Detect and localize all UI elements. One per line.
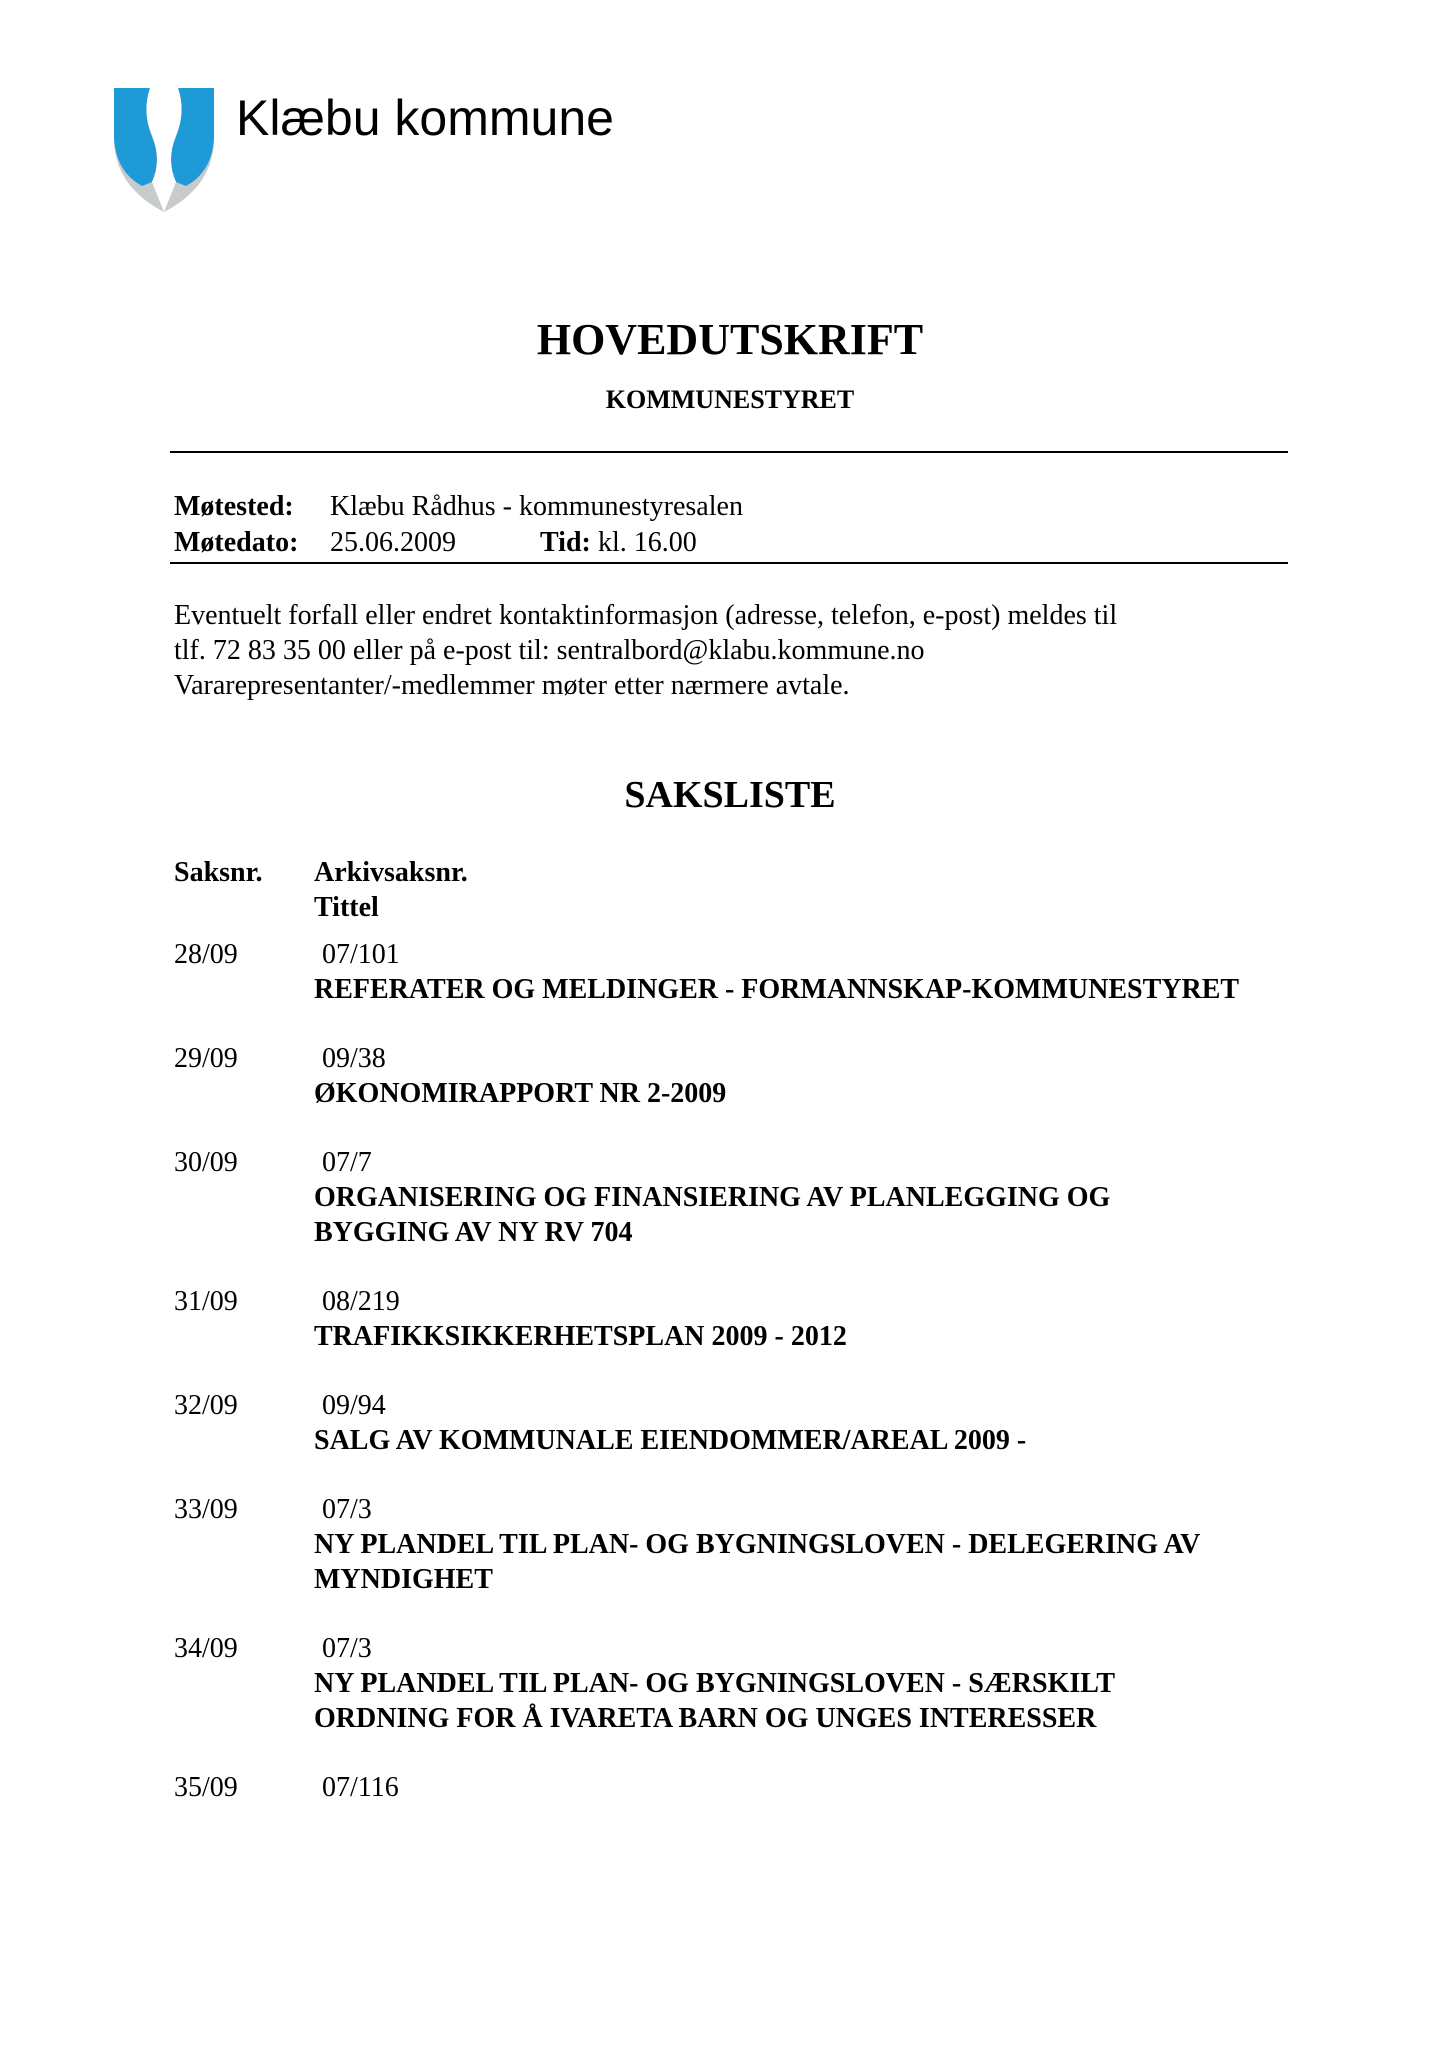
agenda-case-number: 29/09 (174, 1043, 238, 1074)
agenda-item (174, 1770, 1294, 1805)
agenda-case-number: 31/09 (174, 1286, 238, 1317)
agenda-item-title: ØKONOMIRAPPORT NR 2-2009 (314, 1078, 727, 1109)
document-subtitle: KOMMUNESTYRET (605, 385, 855, 414)
agenda-item (174, 1145, 1294, 1250)
agenda-archive-number: 09/38 (322, 1043, 386, 1074)
agenda-list (174, 937, 1294, 1839)
meeting-date-label: Møtedato: (174, 527, 299, 558)
agenda-case-number: 30/09 (174, 1147, 238, 1178)
notice-line: Eventuelt forfall eller endret kontaktinformasjon (adresse, telefon, e-post) meldes til (174, 600, 1118, 631)
agenda-item-title: TRAFIKKSIKKERHETSPLAN 2009 - 2012 (314, 1321, 847, 1352)
agenda-case-number: 34/09 (174, 1633, 238, 1664)
agenda-item-body (314, 937, 1294, 1007)
agenda-item-body (314, 1284, 1294, 1354)
agenda-item (174, 1388, 1294, 1458)
divider-bottom (170, 562, 1288, 564)
meeting-place-value: Klæbu Rådhus - kommunestyresalen (330, 491, 743, 522)
agenda-archive-number: 09/94 (322, 1390, 386, 1421)
notice-line: Vararepresentanter/-medlemmer møter etter nærmere avtale. (174, 670, 850, 701)
klaebu-coat-of-arms-icon (112, 86, 216, 214)
agenda-item-body (314, 1631, 1294, 1736)
agenda-case-number: 28/09 (174, 939, 238, 970)
meeting-time-value: kl. 16.00 (598, 527, 697, 558)
meeting-date-value: 25.06.2009 (330, 527, 456, 558)
agenda-item-body (314, 1770, 1294, 1805)
agenda-item-title: NY PLANDEL TIL PLAN- OG BYGNINGSLOVEN - SÆRSKILT (314, 1668, 1116, 1699)
agenda-item (174, 1492, 1294, 1597)
agenda-archive-number: 07/116 (322, 1772, 399, 1803)
agenda-item (174, 937, 1294, 1007)
agenda-item-title: BYGGING AV NY RV 704 (314, 1217, 633, 1248)
agenda-item-body (314, 1388, 1294, 1458)
agenda-item (174, 1284, 1294, 1354)
agenda-case-number: 33/09 (174, 1494, 238, 1525)
column-header-case-no: Saksnr. (174, 857, 263, 888)
contact-notice (174, 598, 1274, 703)
agenda-item-title: SALG AV KOMMUNALE EIENDOMMER/AREAL 2009 - (314, 1425, 1027, 1456)
notice-line: tlf. 72 83 35 00 eller på e-post til: sentralbord@klabu.kommune.no (174, 635, 925, 666)
meeting-time-label: Tid: (540, 527, 591, 558)
meeting-place-label: Møtested: (174, 491, 294, 522)
agenda-item-title: MYNDIGHET (314, 1564, 493, 1595)
agenda-item-title: ORDNING FOR Å IVARETA BARN OG UNGES INTERESSER (314, 1703, 1097, 1734)
agenda-item-body (314, 1492, 1294, 1597)
agenda-item-body (314, 1145, 1294, 1250)
agenda-item-title: NY PLANDEL TIL PLAN- OG BYGNINGSLOVEN - DELEGERING AV (314, 1529, 1201, 1560)
agenda-archive-number: 08/219 (322, 1286, 400, 1317)
column-header-title: Tittel (314, 892, 379, 923)
agenda-item (174, 1041, 1294, 1111)
agenda-case-number: 35/09 (174, 1772, 238, 1803)
organization-name: Klæbu kommune (236, 90, 614, 146)
agenda-archive-number: 07/101 (322, 939, 400, 970)
document-title: HOVEDUTSKRIFT (536, 315, 924, 364)
agenda-item-title: REFERATER OG MELDINGER - FORMANNSKAP-KOMMUNESTYRET (314, 974, 1240, 1005)
agenda-item-body (314, 1041, 1294, 1111)
agenda-item-title: ORGANISERING OG FINANSIERING AV PLANLEGGING OG (314, 1182, 1111, 1213)
agenda-archive-number: 07/7 (322, 1147, 372, 1178)
agenda-title: SAKSLISTE (624, 774, 836, 816)
divider-top (170, 451, 1288, 453)
agenda-archive-number: 07/3 (322, 1633, 372, 1664)
agenda-item (174, 1631, 1294, 1736)
agenda-case-number: 32/09 (174, 1390, 238, 1421)
agenda-archive-number: 07/3 (322, 1494, 372, 1525)
column-header-archive-no: Arkivsaksnr. (314, 857, 468, 888)
